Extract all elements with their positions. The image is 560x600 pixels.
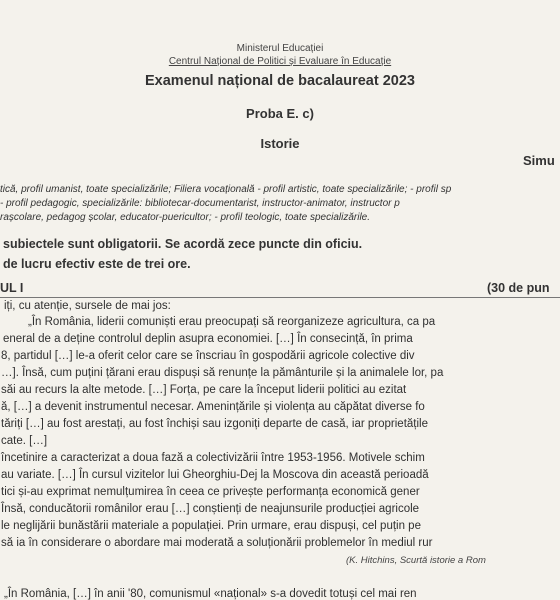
section-points: (30 de pun <box>487 281 550 295</box>
source-a-line: 8, partidul […] le-a oferit celor care se înscriau în gospodării agricole colective div <box>1 350 415 362</box>
simulation-label: Simu <box>523 153 555 168</box>
source-a-line: tici și-au exprimat nemulțumirea în ceea ce privește performanța economică gener <box>1 486 420 498</box>
section-divider <box>0 297 560 298</box>
instructions-line-2: de lucru efectiv este de trei ore. <box>3 257 191 271</box>
source-a-line: Însă, conducătorii românilor erau […] conștienți de neajunsurile producției agricole <box>1 503 420 515</box>
source-a-line: săi au recurs la alte metode. […] Forța, pe care la început liderii politici au ezitat <box>1 384 407 396</box>
source-a-line: le neglijării bunăstării materiale a populației. Prin urmare, erau dispuși, cel puțin pe <box>1 520 421 532</box>
source-a-line: „În România, liderii comuniști erau preocupați să reorganizeze agricultura, ca pa <box>28 316 436 328</box>
subject-label: Istorie <box>260 136 300 151</box>
profiles-line-2: - profil pedagogic, specializările: bibliotecar-documentarist, instructor-animator, instructor p <box>0 198 400 209</box>
source-a-line: eneral de a deține controlul deplin asupra economiei. […] În consecință, în prima <box>3 333 413 345</box>
ministry-name: Ministerul Educației <box>236 43 324 54</box>
source-b-line: „În România, […] în anii '80, comunismul «național» s-a dovedit totuși cel mai ren <box>4 588 417 600</box>
instructions-line-1: subiectele sunt obligatorii. Se acordă zece puncte din oficiu. <box>3 237 363 251</box>
source-a-line: …]. Însă, cum puțini țărani erau dispuși să renunțe la pământurile și la animalele lor, pa <box>1 367 444 379</box>
source-a-line: cate. […] <box>1 435 48 447</box>
source-a-line: să ia în considerare o abordare mai moderată a soluționării problemelor în mediul rur <box>1 537 433 549</box>
task-instruction: iți, cu atenție, sursele de mai jos: <box>4 300 171 312</box>
exam-title: Examenul național de bacalaureat 2023 <box>145 73 415 89</box>
test-label: Proba E. c) <box>246 106 314 121</box>
section-label: UL I <box>0 281 24 295</box>
center-name: Centrul Național de Politici și Evaluare în Educație <box>168 56 392 67</box>
source-a-line: au variate. […] În cursul vizitelor lui Gheorghiu-Dej la Moscova din această perioadă <box>1 469 429 481</box>
profiles-line-3: rașcolare, pedagog școlar, educator-puericultor; - profil teologic, toate specializările. <box>0 212 371 223</box>
source-a-line: tăriți […] au fost arestați, au fost închiși sau izgoniți departe de casă, iar proprietățile <box>1 418 428 430</box>
source-a-line: încetinire a caracterizat a doua fază a colectivizării între 1953-1956. Motivele schim <box>1 452 425 464</box>
profiles-line-1: tică, profil umanist, toate specializările; Filiera vocațională - profil artistic, toate specializările; - profil sp <box>0 184 452 195</box>
source-a-citation: (K. Hitchins, Scurtă istorie a Rom <box>346 555 486 566</box>
source-a-line: ă, […] a devenit instrumentul necesar. Amenințările și violența au căpătat diverse fo <box>1 401 425 413</box>
